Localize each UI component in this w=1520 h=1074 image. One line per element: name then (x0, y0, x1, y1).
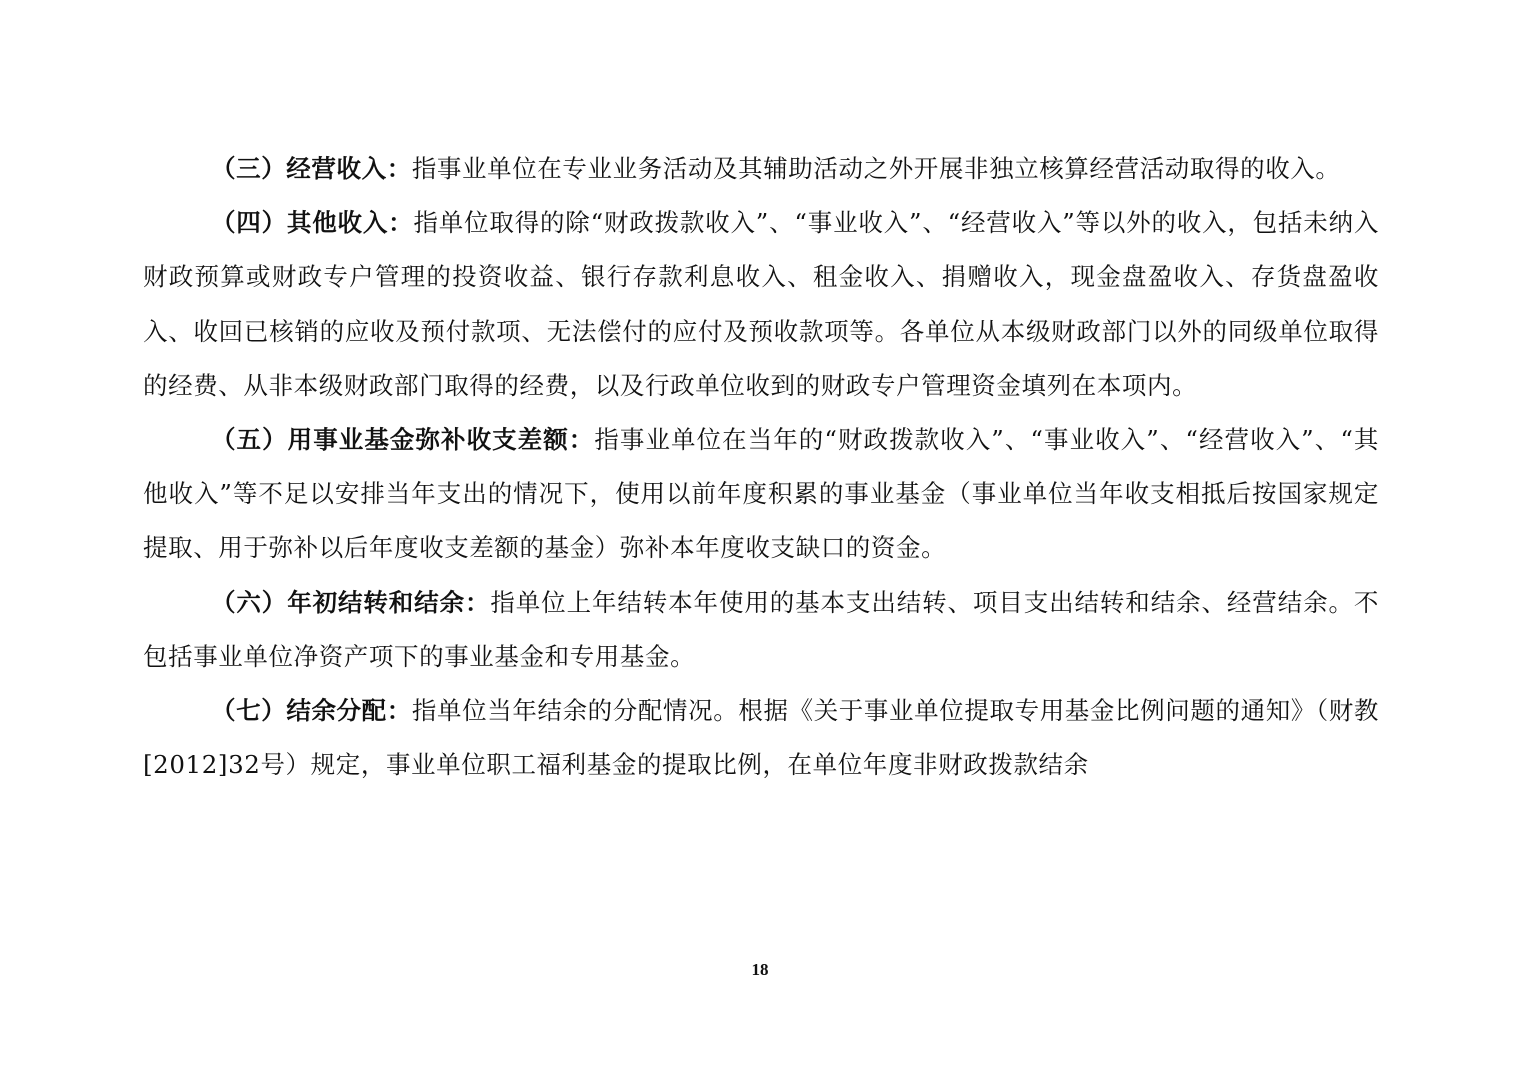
paragraph-heading: （七）结余分配： (211, 696, 412, 726)
paragraph-text: 指事业单位在专业业务活动及其辅助活动之外开展非独立核算经营活动取得的收入。 (411, 154, 1341, 183)
paragraph-operating-income (143, 142, 1379, 196)
page-number: 18 (751, 960, 769, 979)
document-body (143, 142, 1379, 792)
paragraph-surplus-distribution (143, 684, 1379, 792)
paragraph-heading: （六）年初结转和结余： (211, 587, 491, 617)
paragraph-heading: （五）用事业基金弥补收支差额： (211, 425, 595, 455)
paragraph-text: 指单位取得的除“财政拨款收入”、“事业收入”、“经营收入”等以外的收入，包括未纳入财政预算或财政专户管理的投资收益、银行存款利息收入、租金收入、捐赠收入，现金盘盈收入、存货盘盈收入、收回已核销的应收及预付款项、无法偿付的应付及预收款项等。各单位从本级财政部门以外的同级单位取得的经费、从非本级财政部门取得的经费，以及行政单位收到的财政专户管理资金填列在本项内。 (143, 208, 1379, 400)
paragraph-carryover-balance (143, 576, 1379, 684)
paragraph-heading: （三）经营收入： (211, 154, 412, 183)
paragraph-text: 指单位上年结转本年使用的基本支出结转、项目支出结转和结余、经营结余。不包括事业单位净资产项下的事业基金和专用基金。 (143, 587, 1379, 671)
paragraph-fund-offset (143, 413, 1379, 576)
paragraph-text: 指单位当年结余的分配情况。根据《关于事业单位提取专用基金比例问题的通知》（财教[2012]32号）规定，事业单位职工福利基金的提取比例，在单位年度非财政拨款结余 (143, 696, 1379, 780)
paragraph-other-income (143, 196, 1379, 413)
paragraph-heading: （四）其他收入： (211, 208, 414, 238)
paragraph-text: 指事业单位在当年的“财政拨款收入”、“事业收入”、“经营收入”、“其他收入”等不足以安排当年支出的情况下，使用以前年度积累的事业基金（事业单位当年收支相抵后按国家规定提取、用于弥补以后年度收支差额的基金）弥补本年度收支缺口的资金。 (143, 425, 1380, 563)
